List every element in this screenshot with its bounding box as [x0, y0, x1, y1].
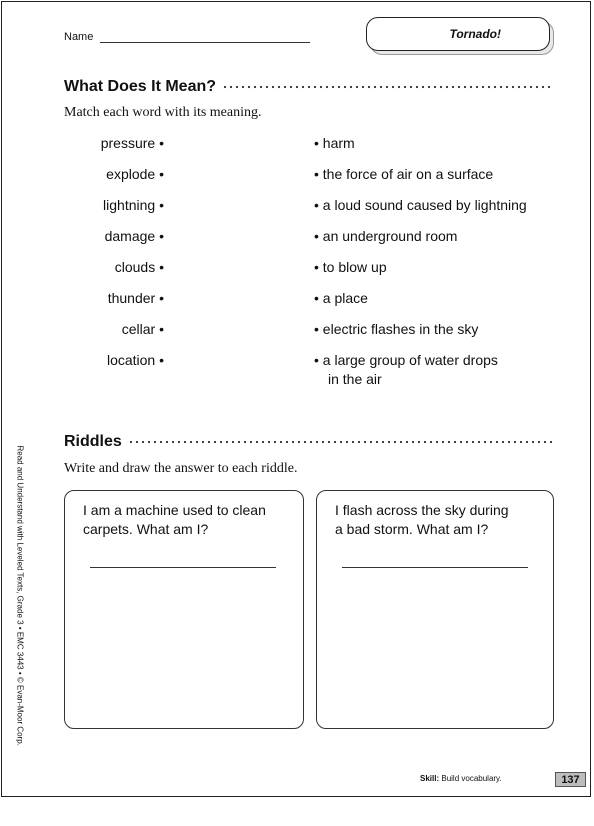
riddle-text	[83, 501, 266, 539]
skill-text: Build vocabulary.	[441, 774, 502, 783]
copyright-side-text: Read and Understand with Leveled Texts, Grade 3 • EMC 3443 • © Evan-Moor Corp.	[15, 445, 25, 746]
match-word[interactable]: damage •	[104, 228, 164, 244]
match-word[interactable]: explode •	[106, 166, 164, 182]
skill-note	[420, 774, 502, 783]
answer-line[interactable]	[342, 567, 528, 568]
section-heading-text: What Does It Mean?	[64, 78, 217, 95]
title-box	[366, 17, 554, 55]
match-word[interactable]: thunder •	[107, 290, 164, 306]
match-meaning[interactable]: • a large group of water drops	[314, 352, 498, 368]
answer-line[interactable]	[90, 567, 276, 568]
match-meaning[interactable]: • the force of air on a surface	[314, 166, 494, 182]
section-heading-what-does-it-mean	[64, 78, 554, 96]
match-meaning[interactable]: • electric flashes in the sky	[314, 321, 479, 337]
match-word[interactable]: pressure •	[100, 135, 164, 151]
riddle-text	[335, 501, 509, 539]
section-heading-riddles	[64, 433, 554, 451]
riddle-line: a bad storm. What am I?	[335, 521, 489, 537]
match-meaning[interactable]: • harm	[314, 135, 355, 151]
riddle-line: carpets. What am I?	[83, 521, 209, 537]
worksheet-title: Tornado!	[366, 17, 550, 51]
page-number: 137	[555, 772, 586, 787]
match-meaning[interactable]: • a loud sound caused by lightning	[314, 197, 527, 213]
name-label: Name	[64, 31, 94, 43]
riddle-box-2[interactable]	[316, 490, 554, 729]
dotted-rule	[128, 440, 554, 444]
match-meaning[interactable]: • an underground room	[314, 228, 458, 244]
match-meaning[interactable]: • to blow up	[314, 259, 387, 275]
riddle-instructions: Write and draw the answer to each riddle.	[64, 461, 298, 476]
match-meaning[interactable]: • a place	[314, 290, 368, 306]
match-word[interactable]: cellar •	[121, 321, 164, 337]
skill-label: Skill:	[420, 774, 440, 783]
riddle-line: I am a machine used to clean	[83, 502, 266, 518]
dotted-rule	[222, 85, 554, 89]
riddle-box-1[interactable]	[64, 490, 304, 729]
name-input-line[interactable]	[100, 42, 310, 43]
match-meaning-continued: in the air	[328, 371, 382, 387]
match-word[interactable]: lightning •	[103, 197, 164, 213]
riddle-line: I flash across the sky during	[335, 502, 509, 518]
section-heading-text: Riddles	[64, 433, 122, 450]
match-word[interactable]: location •	[106, 352, 164, 368]
match-instructions: Match each word with its meaning.	[64, 105, 262, 120]
match-word[interactable]: clouds •	[114, 259, 164, 275]
